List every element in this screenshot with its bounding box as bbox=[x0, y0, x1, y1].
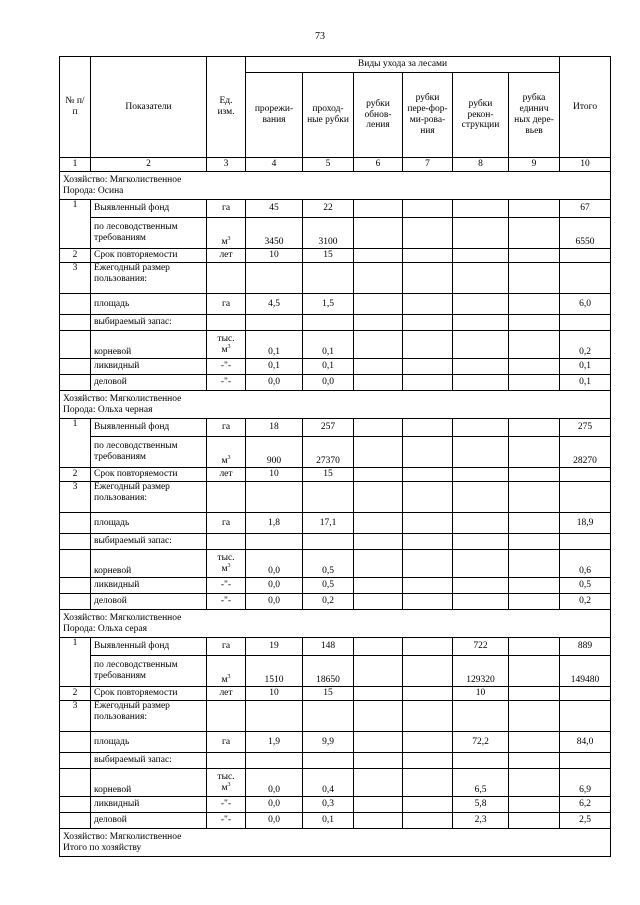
unit-cell bbox=[207, 550, 246, 578]
value-cell: 1,5 bbox=[303, 294, 354, 315]
value-cell: 10 bbox=[246, 687, 303, 701]
header-unit: Ед. изм. bbox=[207, 57, 246, 158]
page-number: 73 bbox=[315, 31, 325, 42]
value-cell: 45 bbox=[246, 200, 303, 218]
value-cell bbox=[354, 200, 403, 218]
value-cell bbox=[509, 769, 560, 797]
value-cell: 18650 bbox=[303, 656, 354, 687]
value-cell: 1,8 bbox=[246, 513, 303, 534]
unit-cell bbox=[207, 218, 246, 249]
unit-cube: 3 bbox=[227, 235, 231, 242]
value-cell bbox=[509, 578, 560, 594]
value-cell: 3450 bbox=[246, 218, 303, 249]
value-cell bbox=[354, 331, 403, 359]
table-row bbox=[60, 687, 611, 701]
farm-label: Хозяйство: Мягколиственное bbox=[63, 174, 182, 185]
value-cell bbox=[509, 359, 560, 375]
indicator-label: ликвидный bbox=[91, 578, 207, 594]
table-row bbox=[60, 359, 611, 375]
table-row bbox=[60, 732, 611, 753]
value-cell: 6,0 bbox=[560, 294, 611, 315]
section-header-row bbox=[60, 391, 611, 419]
value-cell: 18,9 bbox=[560, 513, 611, 534]
indicator-label: деловой bbox=[91, 375, 207, 391]
table-row bbox=[60, 594, 611, 610]
value-cell bbox=[354, 813, 403, 829]
indicator-label: Срок повторяемости bbox=[91, 468, 207, 482]
table-row bbox=[60, 200, 611, 218]
value-cell bbox=[403, 359, 453, 375]
indicator-label: Ежегодный размер пользования: bbox=[91, 701, 207, 732]
value-cell: 0,0 bbox=[246, 769, 303, 797]
indicator-label: Срок повторяемости bbox=[91, 687, 207, 701]
col-num: 10 bbox=[560, 158, 611, 172]
indicator-label: Выявленный фонд bbox=[91, 200, 207, 218]
unit-cube: 3 bbox=[227, 562, 231, 569]
value-cell bbox=[509, 437, 560, 468]
value-cell: 28270 bbox=[560, 437, 611, 468]
col-num: 9 bbox=[509, 158, 560, 172]
value-cell: 0,4 bbox=[303, 769, 354, 797]
value-cell bbox=[509, 656, 560, 687]
table-row bbox=[60, 331, 611, 359]
value-cell bbox=[403, 687, 453, 701]
value-cell bbox=[403, 732, 453, 753]
section-header bbox=[60, 391, 611, 419]
table-row bbox=[60, 315, 611, 331]
value-cell bbox=[354, 513, 403, 534]
table-row bbox=[60, 550, 611, 578]
value-cell bbox=[403, 797, 453, 813]
footer-total: Итого по хозяйству bbox=[63, 842, 142, 853]
value-cell: 0,1 bbox=[246, 331, 303, 359]
value-cell bbox=[354, 732, 403, 753]
value-cell bbox=[403, 218, 453, 249]
value-cell bbox=[509, 813, 560, 829]
value-cell bbox=[403, 437, 453, 468]
value-cell: 3100 bbox=[303, 218, 354, 249]
value-cell: 2,5 bbox=[560, 813, 611, 829]
col-num: 2 bbox=[91, 158, 207, 172]
value-cell: 10 bbox=[246, 249, 303, 263]
section-header bbox=[60, 610, 611, 638]
value-cell: 129320 bbox=[453, 656, 509, 687]
value-cell bbox=[403, 331, 453, 359]
unit-cell: га bbox=[207, 200, 246, 218]
col-num: 3 bbox=[207, 158, 246, 172]
table-row bbox=[60, 638, 611, 656]
col-num: 7 bbox=[403, 158, 453, 172]
value-cell bbox=[354, 656, 403, 687]
section-header-row bbox=[60, 172, 611, 200]
unit-cell: лет bbox=[207, 249, 246, 263]
unit-cell: -"- bbox=[207, 594, 246, 610]
value-cell: 148 bbox=[303, 638, 354, 656]
indicator-label: выбираемый запас: bbox=[91, 753, 207, 769]
value-cell: 0,1 bbox=[560, 375, 611, 391]
header-total: Итого bbox=[560, 57, 611, 158]
row-number: 2 bbox=[60, 687, 91, 701]
breed-label: Порода: Ольха серая bbox=[63, 623, 147, 634]
header-reconstruction: рубки рекон-струкции bbox=[453, 73, 509, 158]
value-cell: 15 bbox=[303, 468, 354, 482]
value-cell: 0,5 bbox=[303, 578, 354, 594]
unit-m: м bbox=[221, 782, 228, 793]
row-number: 1 bbox=[60, 419, 91, 468]
table-row bbox=[60, 218, 611, 249]
unit-cell bbox=[207, 769, 246, 797]
value-cell: 149480 bbox=[560, 656, 611, 687]
row-number: 1 bbox=[60, 638, 91, 687]
unit-cell bbox=[207, 331, 246, 359]
farm-label: Хозяйство: Мягколиственное bbox=[63, 393, 182, 404]
value-cell: 0,0 bbox=[246, 375, 303, 391]
table-row bbox=[60, 468, 611, 482]
value-cell: 1,9 bbox=[246, 732, 303, 753]
unit-cell: га bbox=[207, 419, 246, 437]
unit-m: м bbox=[221, 237, 228, 248]
value-cell bbox=[453, 578, 509, 594]
value-cell bbox=[509, 200, 560, 218]
indicator-label: площадь bbox=[91, 294, 207, 315]
value-cell bbox=[403, 638, 453, 656]
value-cell bbox=[354, 550, 403, 578]
unit-cube: 3 bbox=[227, 781, 231, 788]
table-row bbox=[60, 813, 611, 829]
value-cell: 0,3 bbox=[303, 797, 354, 813]
table-row bbox=[60, 249, 611, 263]
table-row bbox=[60, 578, 611, 594]
value-cell bbox=[509, 550, 560, 578]
section-header-row bbox=[60, 610, 611, 638]
value-cell bbox=[509, 687, 560, 701]
value-cell: 4,5 bbox=[246, 294, 303, 315]
value-cell bbox=[509, 468, 560, 482]
unit-cube: 3 bbox=[227, 673, 231, 680]
value-cell: 0,0 bbox=[246, 578, 303, 594]
unit-m: м bbox=[221, 344, 228, 355]
value-cell bbox=[354, 594, 403, 610]
value-cell: 72,2 bbox=[453, 732, 509, 753]
value-cell: 67 bbox=[560, 200, 611, 218]
value-cell bbox=[453, 513, 509, 534]
value-cell: 0,2 bbox=[303, 594, 354, 610]
unit-cell: га bbox=[207, 513, 246, 534]
value-cell: 0,2 bbox=[560, 594, 611, 610]
value-cell: 17,1 bbox=[303, 513, 354, 534]
col-num: 8 bbox=[453, 158, 509, 172]
value-cell bbox=[403, 294, 453, 315]
value-cell bbox=[509, 419, 560, 437]
value-cell: 6,5 bbox=[453, 769, 509, 797]
value-cell bbox=[560, 468, 611, 482]
value-cell: 275 bbox=[560, 419, 611, 437]
value-cell: 1510 bbox=[246, 656, 303, 687]
table-row bbox=[60, 656, 611, 687]
value-cell bbox=[403, 656, 453, 687]
value-cell: 0,1 bbox=[303, 331, 354, 359]
indicator-label: ликвидный bbox=[91, 797, 207, 813]
indicator-label: площадь bbox=[91, 513, 207, 534]
value-cell bbox=[354, 769, 403, 797]
value-cell: 0,0 bbox=[246, 813, 303, 829]
value-cell bbox=[403, 813, 453, 829]
value-cell: 0,2 bbox=[560, 331, 611, 359]
value-cell: 889 bbox=[560, 638, 611, 656]
indicator-label: выбираемый запас: bbox=[91, 315, 207, 331]
value-cell: 0,1 bbox=[560, 359, 611, 375]
value-cell bbox=[453, 437, 509, 468]
unit-cell bbox=[207, 656, 246, 687]
value-cell bbox=[354, 468, 403, 482]
value-cell: 0,0 bbox=[246, 550, 303, 578]
header-passage: проход-ные рубки bbox=[303, 73, 354, 158]
value-cell: 257 bbox=[303, 419, 354, 437]
value-cell bbox=[509, 797, 560, 813]
value-cell: 22 bbox=[303, 200, 354, 218]
value-cell bbox=[453, 468, 509, 482]
value-cell bbox=[509, 294, 560, 315]
value-cell: 84,0 bbox=[560, 732, 611, 753]
value-cell bbox=[509, 638, 560, 656]
header-renewal: рубки обнов-ления bbox=[354, 73, 403, 158]
indicator-label: по лесоводственным требованиям bbox=[91, 218, 207, 249]
indicator-label: Выявленный фонд bbox=[91, 419, 207, 437]
table-row bbox=[60, 375, 611, 391]
value-cell: 6,2 bbox=[560, 797, 611, 813]
unit-cell: га bbox=[207, 638, 246, 656]
unit-thous: тыс. bbox=[217, 333, 235, 344]
value-cell bbox=[453, 200, 509, 218]
value-cell: 27370 bbox=[303, 437, 354, 468]
unit-cell: га bbox=[207, 732, 246, 753]
value-cell bbox=[509, 513, 560, 534]
unit-cell: лет bbox=[207, 687, 246, 701]
unit-cell: -"- bbox=[207, 797, 246, 813]
col-num: 6 bbox=[354, 158, 403, 172]
value-cell bbox=[354, 359, 403, 375]
value-cell bbox=[403, 594, 453, 610]
footer-row bbox=[60, 829, 611, 857]
unit-m: м bbox=[221, 563, 228, 574]
row-number: 2 bbox=[60, 249, 91, 263]
table-row bbox=[60, 513, 611, 534]
table-row bbox=[60, 753, 611, 769]
unit-thous: тыс. bbox=[217, 552, 235, 563]
unit-cell: -"- bbox=[207, 359, 246, 375]
value-cell bbox=[354, 578, 403, 594]
value-cell: 0,1 bbox=[303, 359, 354, 375]
unit-cell: -"- bbox=[207, 375, 246, 391]
indicator-label: деловой bbox=[91, 813, 207, 829]
value-cell bbox=[560, 249, 611, 263]
value-cell: 0,6 bbox=[560, 550, 611, 578]
table-row bbox=[60, 437, 611, 468]
row-number: 3 bbox=[60, 263, 91, 294]
section-header bbox=[60, 172, 611, 200]
indicator-label: корневой bbox=[91, 550, 207, 578]
value-cell bbox=[354, 375, 403, 391]
header-num: № п/п bbox=[60, 57, 91, 158]
value-cell bbox=[453, 419, 509, 437]
header-single-trees: рубка единич ных дере-вьев bbox=[509, 73, 560, 158]
value-cell bbox=[354, 419, 403, 437]
indicator-label: корневой bbox=[91, 331, 207, 359]
value-cell bbox=[403, 468, 453, 482]
farm-label: Хозяйство: Мягколиственное bbox=[63, 612, 182, 623]
footer-farm: Хозяйство: Мягколиственное bbox=[63, 831, 182, 842]
value-cell bbox=[509, 375, 560, 391]
unit-cell: -"- bbox=[207, 578, 246, 594]
col-num: 5 bbox=[303, 158, 354, 172]
unit-cube: 3 bbox=[227, 454, 231, 461]
unit-cube: 3 bbox=[227, 343, 231, 350]
value-cell bbox=[453, 218, 509, 249]
col-num: 1 bbox=[60, 158, 91, 172]
value-cell: 0,0 bbox=[246, 594, 303, 610]
value-cell bbox=[453, 249, 509, 263]
header-thinning: прорежи-вания bbox=[246, 73, 303, 158]
value-cell: 722 bbox=[453, 638, 509, 656]
value-cell bbox=[509, 249, 560, 263]
table-row bbox=[60, 294, 611, 315]
indicator-label: по лесоводственным требованиям bbox=[91, 656, 207, 687]
unit-m: м bbox=[221, 456, 228, 467]
value-cell: 900 bbox=[246, 437, 303, 468]
indicator-label: ликвидный bbox=[91, 359, 207, 375]
value-cell: 15 bbox=[303, 249, 354, 263]
breed-label: Порода: Осина bbox=[63, 185, 124, 196]
indicator-label: Срок повторяемости bbox=[91, 249, 207, 263]
value-cell: 10 bbox=[246, 468, 303, 482]
value-cell bbox=[509, 218, 560, 249]
value-cell bbox=[453, 594, 509, 610]
table-row bbox=[60, 534, 611, 550]
value-cell bbox=[509, 331, 560, 359]
indicator-label: Ежегодный размер пользования: bbox=[91, 482, 207, 513]
value-cell bbox=[403, 249, 453, 263]
unit-thous: тыс. bbox=[217, 771, 235, 782]
unit-cell: га bbox=[207, 294, 246, 315]
row-number: 1 bbox=[60, 200, 91, 249]
value-cell: 10 bbox=[453, 687, 509, 701]
value-cell bbox=[453, 550, 509, 578]
indicator-label: выбираемый запас: bbox=[91, 534, 207, 550]
table-row bbox=[60, 263, 611, 294]
value-cell bbox=[354, 638, 403, 656]
value-cell bbox=[354, 294, 403, 315]
value-cell bbox=[453, 294, 509, 315]
value-cell bbox=[354, 797, 403, 813]
value-cell bbox=[354, 687, 403, 701]
row-number: 3 bbox=[60, 482, 91, 513]
value-cell: 0,0 bbox=[246, 797, 303, 813]
value-cell: 15 bbox=[303, 687, 354, 701]
value-cell bbox=[403, 550, 453, 578]
value-cell bbox=[403, 578, 453, 594]
value-cell: 6550 bbox=[560, 218, 611, 249]
table-row bbox=[60, 769, 611, 797]
value-cell: 0,5 bbox=[303, 550, 354, 578]
value-cell bbox=[403, 419, 453, 437]
value-cell bbox=[403, 769, 453, 797]
value-cell bbox=[403, 200, 453, 218]
value-cell: 19 bbox=[246, 638, 303, 656]
value-cell bbox=[453, 359, 509, 375]
breed-label: Порода: Ольха черная bbox=[63, 404, 153, 415]
value-cell bbox=[560, 687, 611, 701]
indicator-label: деловой bbox=[91, 594, 207, 610]
table-row bbox=[60, 701, 611, 732]
value-cell bbox=[403, 513, 453, 534]
unit-m: м bbox=[221, 675, 228, 686]
value-cell: 0,1 bbox=[303, 813, 354, 829]
row-number: 3 bbox=[60, 701, 91, 732]
value-cell: 5,8 bbox=[453, 797, 509, 813]
table-row bbox=[60, 419, 611, 437]
row-number: 2 bbox=[60, 468, 91, 482]
value-cell: 0,5 bbox=[560, 578, 611, 594]
value-cell: 0,0 bbox=[303, 375, 354, 391]
indicator-label: по лесоводственным требованиям bbox=[91, 437, 207, 468]
footer-cell bbox=[60, 829, 611, 857]
unit-cell: лет bbox=[207, 468, 246, 482]
unit-cell bbox=[207, 437, 246, 468]
value-cell: 2,3 bbox=[453, 813, 509, 829]
value-cell: 18 bbox=[246, 419, 303, 437]
indicator-label: площадь bbox=[91, 732, 207, 753]
value-cell bbox=[354, 218, 403, 249]
table-row bbox=[60, 797, 611, 813]
value-cell: 6,9 bbox=[560, 769, 611, 797]
column-numbers-row bbox=[60, 158, 611, 172]
indicator-label: Выявленный фонд bbox=[91, 638, 207, 656]
header-reform: рубки пере-фор-ми-рова-ния bbox=[403, 73, 453, 158]
forest-care-table bbox=[59, 56, 611, 857]
col-num: 4 bbox=[246, 158, 303, 172]
indicator-label: корневой bbox=[91, 769, 207, 797]
value-cell: 9,9 bbox=[303, 732, 354, 753]
value-cell bbox=[453, 375, 509, 391]
value-cell bbox=[354, 249, 403, 263]
value-cell bbox=[354, 437, 403, 468]
value-cell: 0,1 bbox=[246, 359, 303, 375]
header-indicators: Показатели bbox=[91, 57, 207, 158]
header-care-types: Виды ухода за лесами bbox=[246, 57, 560, 73]
indicator-label: Ежегодный размер пользования: bbox=[91, 263, 207, 294]
value-cell bbox=[509, 594, 560, 610]
value-cell bbox=[403, 375, 453, 391]
value-cell bbox=[509, 732, 560, 753]
value-cell bbox=[453, 331, 509, 359]
unit-cell: -"- bbox=[207, 813, 246, 829]
table-row bbox=[60, 482, 611, 513]
